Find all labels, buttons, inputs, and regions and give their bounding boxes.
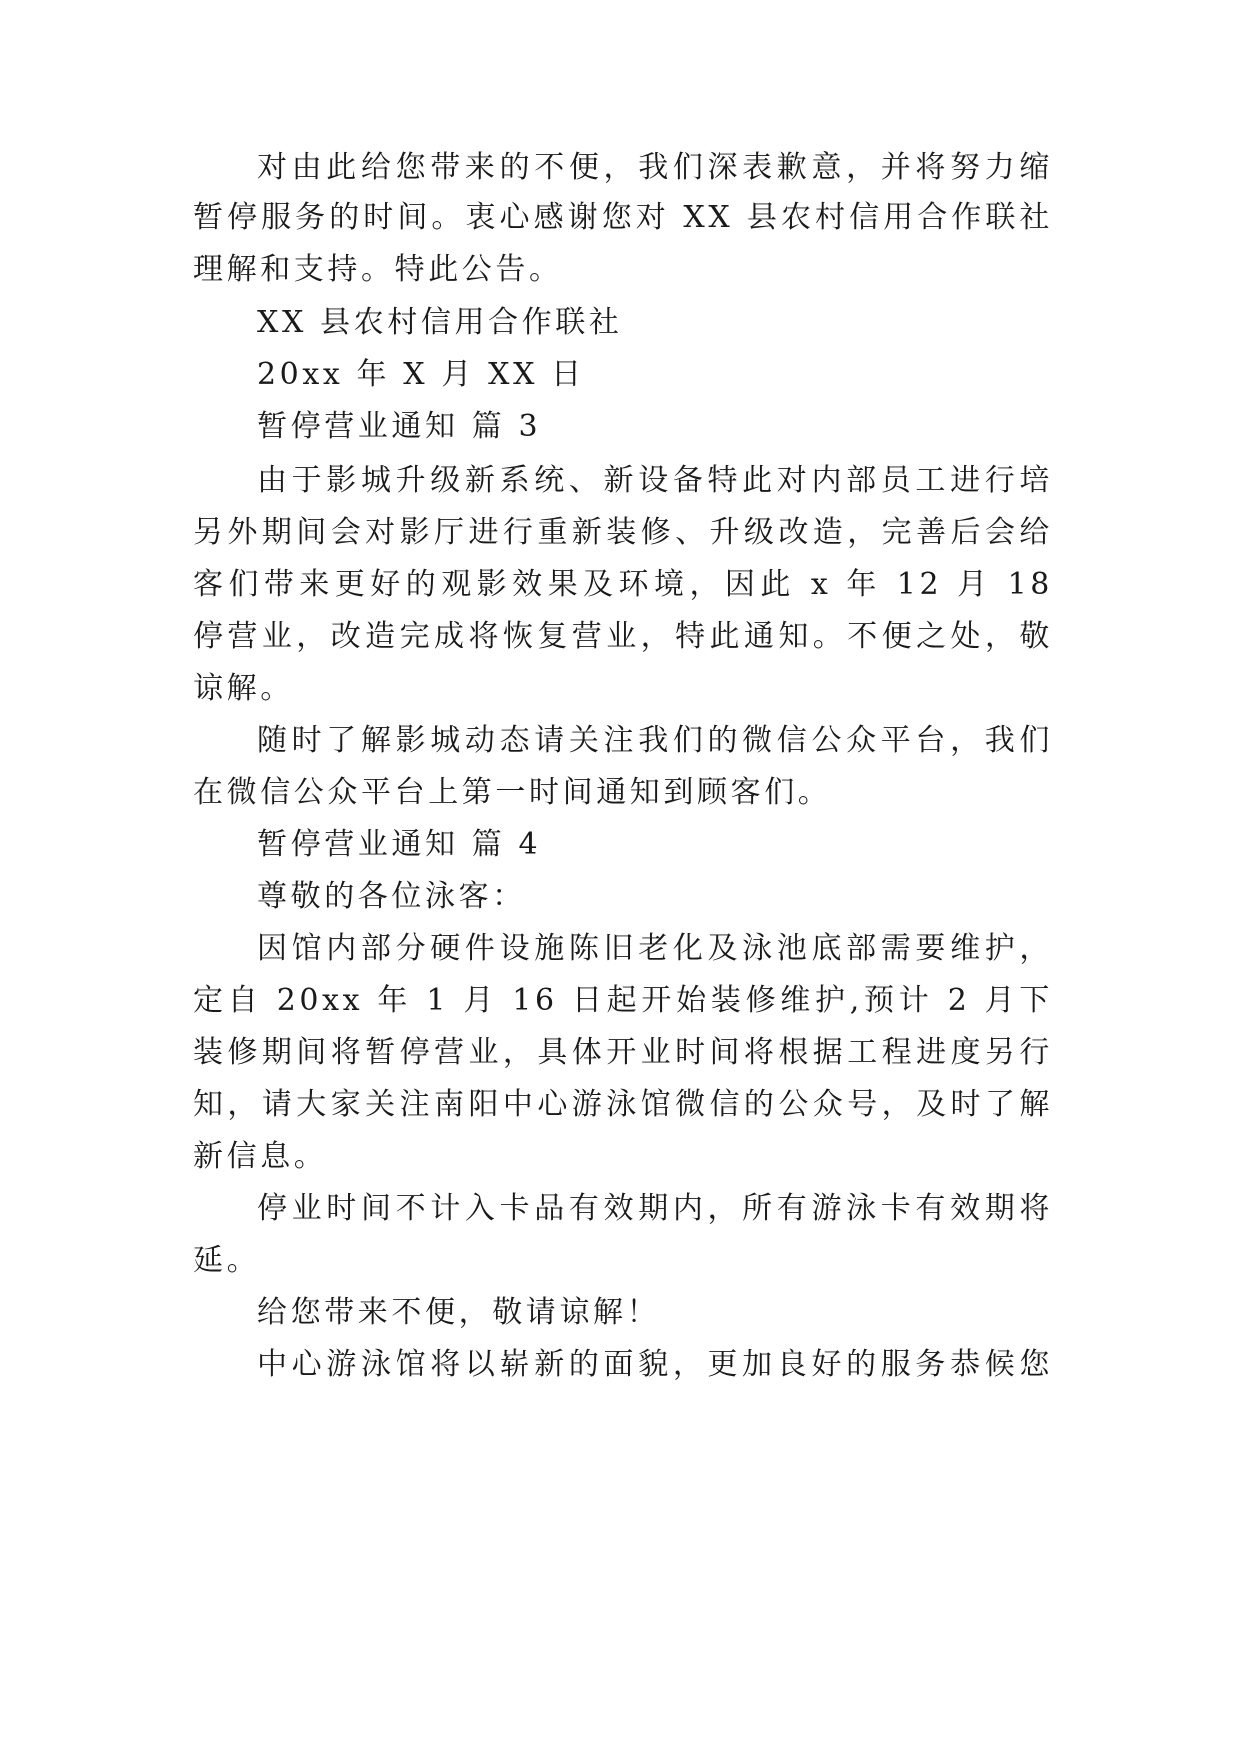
- paragraph-line: 客们带来更好的观影效果及环境，因此 x 年 12 月 18: [193, 567, 1053, 602]
- paragraph-line: 装修期间将暂停营业，具体开业时间将根据工程进度另行: [193, 1035, 1053, 1070]
- paragraph-line: 新信息。: [193, 1139, 328, 1174]
- paragraph-line: 随时了解影城动态请关注我们的微信公众平台，我们: [257, 723, 1053, 758]
- greeting: 尊敬的各位泳客：: [257, 879, 526, 914]
- paragraph-line: 对由此给您带来的不便，我们深表歉意，并将努力缩: [257, 150, 1053, 185]
- paragraph-line: 暂停服务的时间。衷心感谢您对 XX 县农村信用合作联社: [193, 200, 1053, 235]
- signature-date: 20xx 年 X 月 XX 日: [257, 357, 585, 392]
- paragraph-line: 延。: [193, 1243, 261, 1278]
- paragraph-line: 谅解。: [193, 671, 294, 706]
- section-heading: 暂停营业通知 篇 3: [257, 409, 542, 444]
- paragraph-line: 知，请大家关注南阳中心游泳馆微信的公众号，及时了解: [193, 1087, 1053, 1122]
- paragraph-line: 另外期间会对影厅进行重新装修、升级改造，完善后会给: [193, 515, 1053, 550]
- paragraph-line: 在微信公众平台上第一时间通知到顾客们。: [193, 775, 832, 810]
- paragraph-line: 因馆内部分硬件设施陈旧老化及泳池底部需要维护，: [257, 931, 1053, 966]
- paragraph-line: 给您带来不便，敬请谅解！: [257, 1295, 661, 1330]
- section-heading: 暂停营业通知 篇 4: [257, 827, 542, 862]
- paragraph-line: 理解和支持。特此公告。: [193, 252, 563, 287]
- paragraph-line: 停业时间不计入卡品有效期内，所有游泳卡有效期将: [257, 1191, 1053, 1226]
- signature-organization: XX 县农村信用合作联社: [257, 305, 623, 340]
- paragraph-line: 中心游泳馆将以崭新的面貌，更加良好的服务恭候您: [257, 1347, 1053, 1382]
- paragraph-line: 停营业，改造完成将恢复营业，特此通知。不便之处，敬: [193, 619, 1053, 654]
- paragraph-line: 由于影城升级新系统、新设备特此对内部员工进行培: [257, 463, 1053, 498]
- paragraph-line: 定自 20xx 年 1 月 16 日起开始装修维护,预计 2 月下: [193, 983, 1053, 1018]
